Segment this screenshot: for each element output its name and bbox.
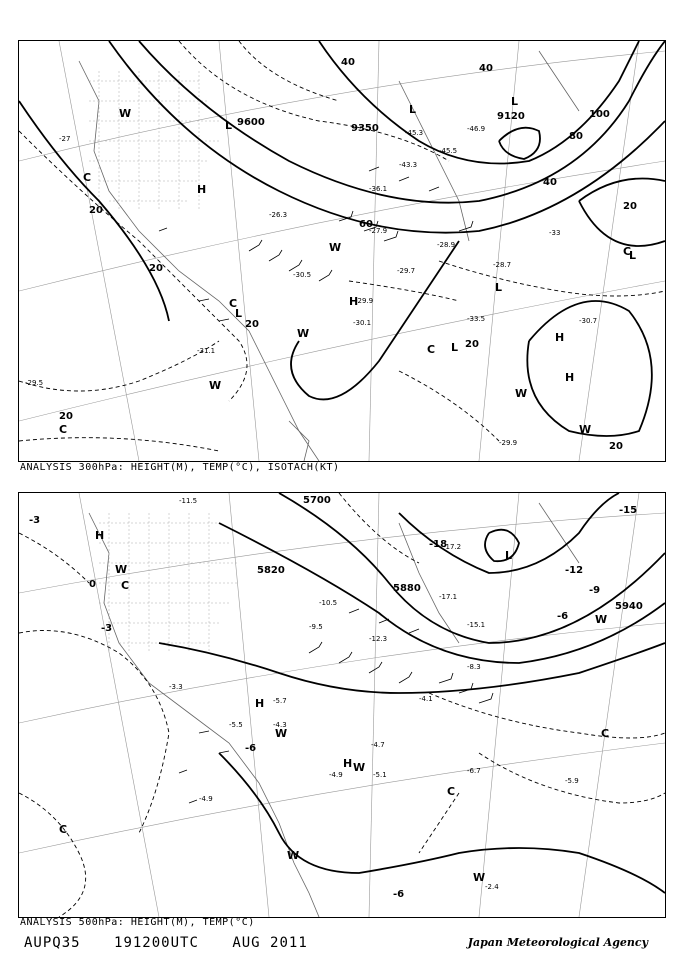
contour-label: -6 <box>393 889 405 900</box>
warm-center: W <box>515 387 528 400</box>
station-value: -33 <box>549 229 561 237</box>
chart-datetime: 191200UTC <box>114 935 199 951</box>
warm-center: W <box>287 849 300 862</box>
station-values <box>169 497 579 891</box>
station-value: -5.7 <box>273 697 287 705</box>
map-panel-300hpa <box>18 40 666 462</box>
contour-label: 20 <box>59 411 73 422</box>
low-center: L <box>629 249 637 262</box>
high-center: H <box>197 183 207 196</box>
station-value: -12.3 <box>369 635 388 643</box>
station-value: -29.9 <box>355 297 374 305</box>
cold-center: C <box>83 171 92 184</box>
warm-center: W <box>579 423 592 436</box>
contour-label: 40 <box>543 177 557 188</box>
station-value: -26.3 <box>269 211 288 219</box>
station-value: -31.1 <box>197 347 216 355</box>
warm-center: W <box>119 107 132 120</box>
low-center: L <box>511 95 519 108</box>
station-value: -2.4 <box>485 883 499 891</box>
warm-center: W <box>353 761 366 774</box>
station-value: -4.3 <box>273 721 287 729</box>
contour-label: -3 <box>101 623 113 634</box>
cold-center: C <box>59 823 68 836</box>
warm-center: W <box>297 327 310 340</box>
caption-300hpa: ANALYSIS 300hPa: HEIGHT(M), TEMP(°C), ISOTACH(KT) <box>20 462 340 473</box>
station-value: -43.3 <box>399 161 418 169</box>
station-value: -27.9 <box>369 227 388 235</box>
warm-center: W <box>115 563 128 576</box>
station-value: -17.1 <box>439 593 458 601</box>
contour-label: 5880 <box>393 583 421 594</box>
contour-label: -6 <box>557 611 569 622</box>
isotherms-dashed <box>19 41 665 451</box>
high-center: H <box>565 371 575 384</box>
low-center: L <box>495 281 503 294</box>
cold-center: C <box>59 423 68 436</box>
warm-center: W <box>209 379 222 392</box>
station-value: -5.9 <box>565 777 579 785</box>
station-value: -3.3 <box>169 683 183 691</box>
map-300hpa-canvas <box>19 41 665 461</box>
map-panel-500hpa <box>18 492 666 918</box>
station-value: -45.5 <box>439 147 458 155</box>
high-center: H <box>255 697 265 710</box>
low-center: L <box>451 341 459 354</box>
station-value: -6.7 <box>467 767 481 775</box>
contour-label: -18 <box>429 539 448 550</box>
contour-label: 40 <box>479 63 493 74</box>
contour-label: 0 <box>89 579 96 590</box>
contour-label: 20 <box>89 205 103 216</box>
contour-label: -3 <box>29 515 41 526</box>
contour-label: 60 <box>359 219 373 230</box>
station-value: -45.3 <box>405 129 424 137</box>
contour-label: 5940 <box>615 601 643 612</box>
station-value: -46.9 <box>467 125 486 133</box>
contour-label: 100 <box>589 109 610 120</box>
chart-month-year: AUG 2011 <box>232 935 308 951</box>
station-value: -28.7 <box>493 261 512 269</box>
caption-500hpa: ANALYSIS 500hPa: HEIGHT(M), TEMP(°C) <box>20 917 255 928</box>
station-value: -27 <box>59 135 71 143</box>
station-value: -36.1 <box>369 185 388 193</box>
contour-label: 40 <box>341 57 355 68</box>
cold-center: C <box>601 727 610 740</box>
low-center: L <box>505 549 513 562</box>
chart-footer <box>24 935 332 951</box>
station-value: -30.5 <box>293 271 312 279</box>
low-center: L <box>225 119 233 132</box>
warm-center: W <box>275 727 288 740</box>
warm-center: W <box>329 241 342 254</box>
station-value: -9.5 <box>309 623 323 631</box>
station-value: -5.1 <box>373 771 387 779</box>
low-center: L <box>409 103 417 116</box>
map-500hpa-canvas <box>19 493 665 917</box>
contour-label: -9 <box>589 585 601 596</box>
contour-label: 80 <box>569 131 583 142</box>
high-center: H <box>343 757 353 770</box>
station-value: -28.9 <box>437 241 456 249</box>
station-value: -29.7 <box>397 267 416 275</box>
station-value: -11.5 <box>179 497 198 505</box>
contour-label: 9120 <box>497 111 525 122</box>
graticule <box>19 493 665 917</box>
station-value: -5.5 <box>229 721 243 729</box>
station-value: -30.1 <box>353 319 372 327</box>
station-value: -10.5 <box>319 599 338 607</box>
contour-label: 5820 <box>257 565 285 576</box>
cold-center: C <box>623 245 632 258</box>
isotherms-dashed <box>19 493 665 917</box>
contour-label: -15 <box>619 505 638 516</box>
chart-code: AUPQ35 <box>24 935 81 951</box>
warm-center: W <box>595 613 608 626</box>
contour-label: 20 <box>465 339 479 350</box>
data-sparse-hatching <box>99 513 239 653</box>
station-value: -29.9 <box>499 439 518 447</box>
cold-center: C <box>121 579 130 592</box>
contour-label: 20 <box>149 263 163 274</box>
station-value: -33.5 <box>467 315 486 323</box>
graticule <box>19 41 665 461</box>
station-value: -15.1 <box>467 621 486 629</box>
station-value: -30.7 <box>579 317 598 325</box>
high-center: H <box>349 295 359 308</box>
high-center: H <box>555 331 565 344</box>
contour-label: 9600 <box>237 117 265 128</box>
contour-label: 20 <box>609 441 623 452</box>
agency-name: Japan Meteorological Agency <box>467 936 648 949</box>
contour-label: 5700 <box>303 495 331 506</box>
contour-label: 20 <box>623 201 637 212</box>
contour-label: -12 <box>565 565 584 576</box>
pressure-centers <box>59 529 609 884</box>
station-value: -17.2 <box>443 543 462 551</box>
cold-center: C <box>427 343 436 356</box>
station-value: -4.1 <box>419 695 433 703</box>
contour-labels <box>59 57 637 452</box>
cold-center: C <box>229 297 238 310</box>
high-center: H <box>95 529 105 542</box>
contour-label: 9350 <box>351 123 379 134</box>
station-value: -29.5 <box>25 379 44 387</box>
station-value: -4.9 <box>329 771 343 779</box>
contour-label: 20 <box>245 319 259 330</box>
station-value: -8.3 <box>467 663 481 671</box>
station-value: -4.7 <box>371 741 385 749</box>
low-center: L <box>235 307 243 320</box>
station-value: -4.9 <box>199 795 213 803</box>
warm-center: W <box>473 871 486 884</box>
cold-center: C <box>447 785 456 798</box>
contour-label: -6 <box>245 743 257 754</box>
